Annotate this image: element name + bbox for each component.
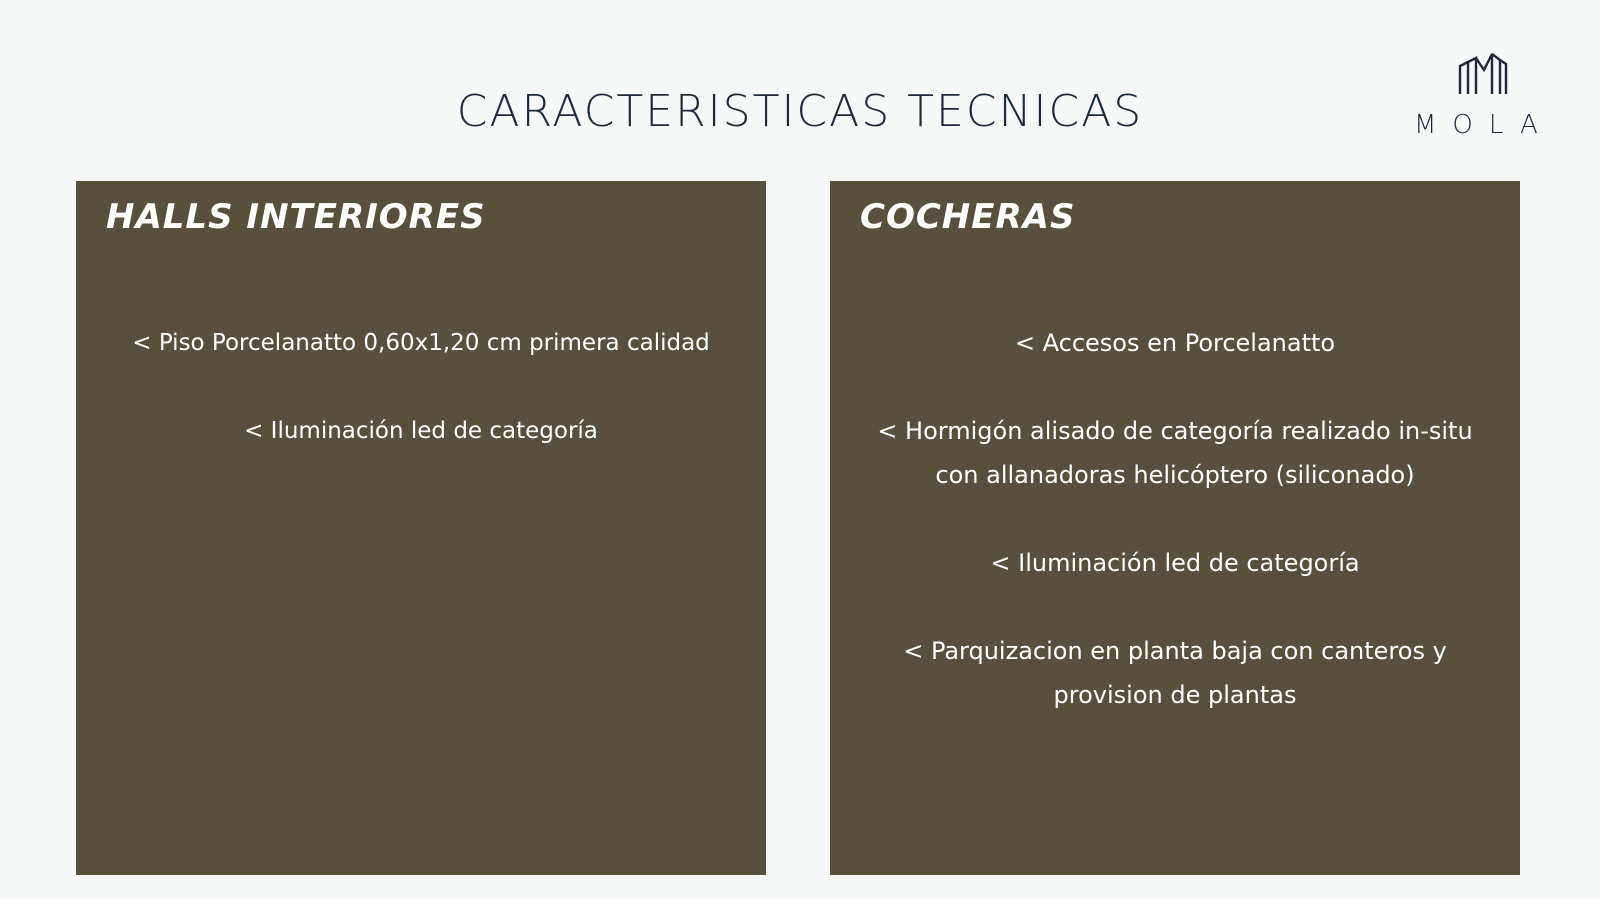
panel-heading: HALLS INTERIORES	[106, 197, 486, 237]
feature-item: < Piso Porcelanatto 0,60x1,20 cm primera calidad	[132, 330, 710, 356]
feature-item: < Iluminación led de categoría	[244, 418, 598, 444]
feature-item: < Iluminación led de categoría	[990, 549, 1360, 577]
panel-heading: COCHERAS	[860, 197, 1076, 237]
feature-item: < Accesos en Porcelanatto	[1014, 329, 1336, 357]
feature-item: < Hormigón alisado de categoría realizado in-situ con allanadoras helicóptero (siliconado)	[877, 417, 1473, 489]
mola-logo	[1410, 48, 1560, 144]
feature-item: < Parquizacion en planta baja con canteros y provision de plantas	[903, 637, 1447, 709]
feature-list	[854, 321, 1496, 761]
mola-logo-icon	[1458, 48, 1508, 98]
halls-interiores-panel	[76, 181, 766, 875]
page-title: CARACTERISTICAS TECNICAS	[456, 86, 1144, 137]
cocheras-panel	[830, 181, 1520, 875]
logo-wordmark: MOLA	[1414, 110, 1554, 140]
feature-list	[100, 321, 742, 497]
